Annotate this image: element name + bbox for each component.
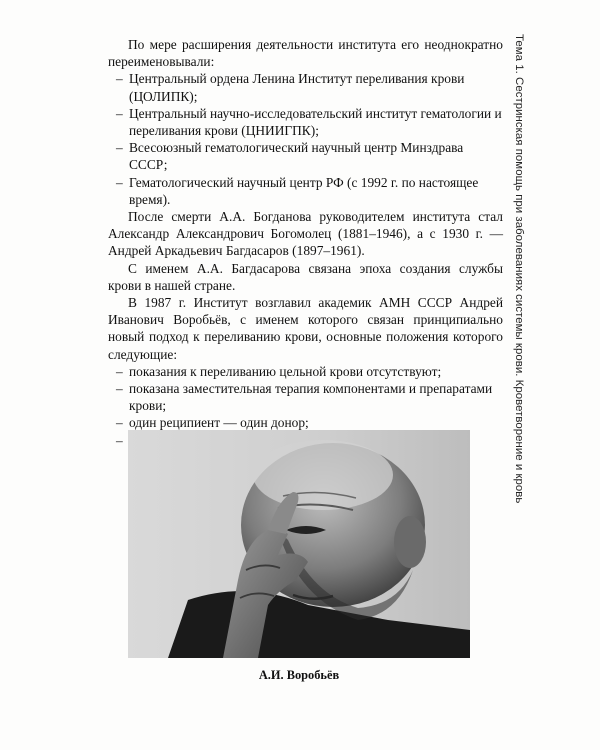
bullet-dash: – bbox=[116, 432, 123, 448]
paragraph-vorobyov: В 1987 г. Институт возглавил академик АМН СССР Андрей Иванович Воробьёв, с именем которого связан принципиально новый подход к переливанию крови, основные положения которого следующие: bbox=[108, 295, 503, 362]
list-item bbox=[108, 139, 503, 173]
paragraph-directors: После смерти А.А. Богданова руководителем института стал Александр Александрович Богомолец (1881–1946), а с 1930 г. — Андрей Аркадьевич Багдасаров (1897–1961). bbox=[108, 209, 503, 259]
list-item bbox=[108, 174, 503, 208]
list-item bbox=[108, 380, 503, 414]
list-item-text: Гематологический научный центр РФ (с 1992 г. по настоящее время). bbox=[129, 174, 479, 207]
list-item-text: Всесоюзный гематологический научный центр Минздрава СССР; bbox=[129, 140, 464, 173]
paragraph-bagdasarov: С именем А.А. Багдасарова связана эпоха создания службы крови в нашей стране. bbox=[108, 260, 503, 293]
bullet-dash: – bbox=[116, 174, 123, 190]
list-item-text: один реципиент — один донор; bbox=[129, 415, 309, 431]
list-item-text: показания к переливанию цельной крови отсутствуют; bbox=[129, 363, 442, 379]
list-item-text: показана заместительная терапия компонентами и препаратами крови; bbox=[129, 381, 493, 414]
photo-caption: А.И. Воробьёв bbox=[258, 668, 340, 682]
list-item bbox=[108, 70, 503, 104]
running-header-text: Тема 1. Сестринская помощь при заболеваниях системы крови. Кроветворение и кровь bbox=[513, 34, 525, 504]
list-item-text: Центральный научно-исследовательский институт гематологии и переливания крови (ЦНИИГПК); bbox=[129, 105, 502, 139]
list-item-text: Центральный ордена Ленина Институт переливания крови (ЦОЛИПК); bbox=[129, 71, 465, 104]
list-item bbox=[108, 105, 503, 139]
bullet-dash: – bbox=[116, 105, 123, 121]
body-text bbox=[108, 36, 503, 449]
bullet-dash: – bbox=[116, 71, 123, 87]
institute-names-list bbox=[108, 70, 503, 208]
list-item bbox=[108, 363, 503, 380]
paragraph-renaming-intro: По мере расширения деятельности института его неоднократно переименовывали: bbox=[108, 37, 503, 70]
portrait-illustration bbox=[128, 430, 470, 658]
portrait-photo bbox=[128, 430, 470, 658]
bullet-dash: – bbox=[116, 140, 123, 156]
bullet-dash: – bbox=[116, 363, 123, 379]
bullet-dash: – bbox=[116, 381, 123, 397]
bullet-dash: – bbox=[116, 415, 123, 431]
running-header bbox=[507, 34, 527, 504]
